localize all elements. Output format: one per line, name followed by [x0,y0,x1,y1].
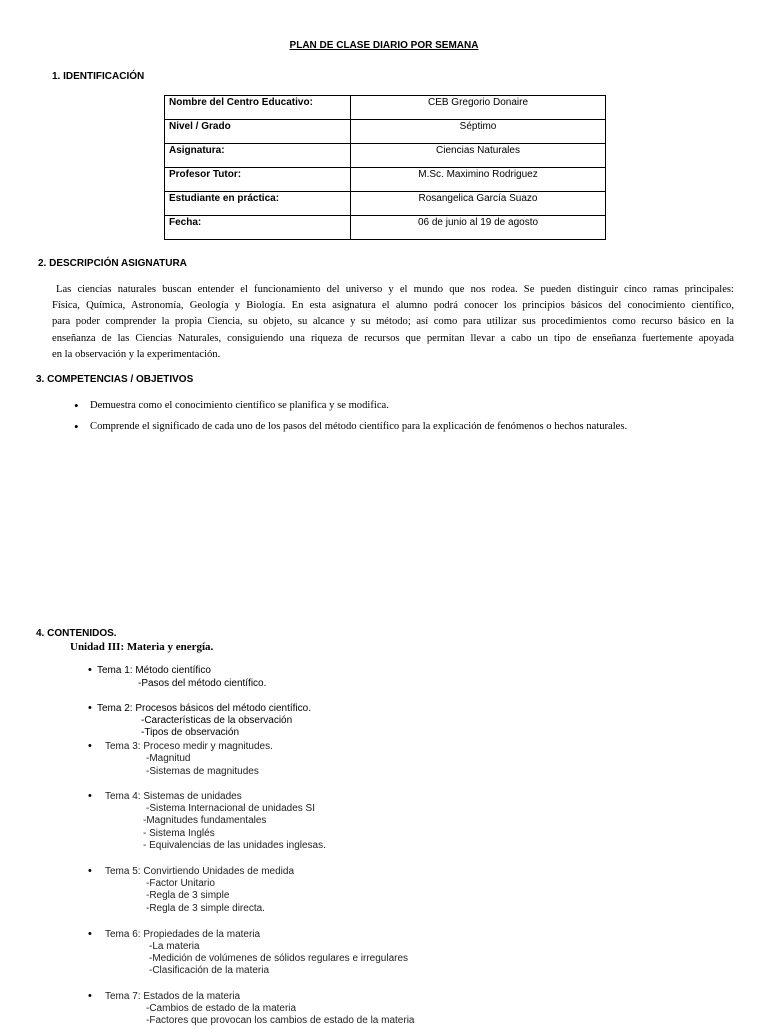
topic-title: Tema 4: Sistemas de unidades [105,791,242,802]
table-row [165,120,606,144]
table-value: M.Sc. Maximino Rodriguez [351,168,606,192]
topic-title: Tema 5: Convirtiendo Unidades de medida [105,866,294,877]
bullet-icon: • [88,865,92,877]
table-label: Estudiante en práctica: [165,192,351,216]
paragraph-line: para poder comprender la propia Ciencia, su objeto, su alcance y su método; así como para utilizar sus procedimientos como recurso básico en la [52,316,734,328]
table-label: Profesor Tutor: [165,168,351,192]
topic-subitem: -Factores que provocan los cambios de estado de la materia [146,1015,415,1026]
topic-subitem: -Regla de 3 simple directa. [146,903,265,914]
topic-subitem: -La materia [149,941,200,952]
topic-subitem: -Pasos del método científico. [138,678,267,689]
paragraph-line: enseñanza de las Ciencias Naturales, consiguiendo una riqueza de recursos que permitan llevar a cabo un tipo de enseñanza fuertemente apoyada [52,332,734,344]
table-value: CEB Gregorio Donaire [351,96,606,120]
topic-subitem: -Tipos de observación [141,727,240,738]
topic-subitem: -Magnitudes fundamentales [143,815,267,826]
unit-title: Unidad III: Materia y energía. [70,641,214,653]
table-value: Ciencias Naturales [351,144,606,168]
bullet-icon: • [88,740,92,752]
table-row [165,168,606,192]
topic-subitem: -Magnitud [146,753,191,764]
topic-subitem: -Factor Unitario [146,878,215,889]
table-label: Asignatura: [165,144,351,168]
objectives-list [74,398,627,440]
table-value: 06 de junio al 19 de agosto [351,216,606,240]
paragraph-line: Física, Química, Astronomía, Geología y Biología. En esta asignatura el alumno podrá conocer los principios básicos del conocimiento científico, [52,300,734,312]
topic-subitem: - Sistema Inglés [143,828,215,839]
topic-subitem: -Medición de volúmenes de sólidos regulares e irregulares [149,953,409,964]
section-heading-contenidos: 4. CONTENIDOS. [36,628,117,639]
table-row [165,216,606,240]
section-heading-competencias: 3. COMPETENCIAS / OBJETIVOS [36,374,194,385]
table-value: Rosangelica García Suazo [351,192,606,216]
table-label: Fecha: [165,216,351,240]
table-label: Nombre del Centro Educativo: [165,96,351,120]
topic-subitem: -Características de la observación [141,715,293,726]
table-label: Nivel / Grado [165,120,351,144]
section-heading-descripcion: 2. DESCRIPCIÓN ASIGNATURA [38,258,187,269]
table-row [165,144,606,168]
table-row [165,192,606,216]
topic-title: Tema 1: Método científico [97,665,211,676]
description-paragraph [52,282,734,363]
table-row [165,96,606,120]
topic-subitem: - Equivalencias de las unidades inglesas. [143,840,326,851]
bullet-icon: • [88,664,92,676]
topic-subitem: -Cambios de estado de la materia [146,1003,297,1014]
paragraph-line: Las ciencias naturales buscan entender el funcionamiento del universo y el mundo que nos rodea. Se pueden distinguir cinco ramas principales: [56,284,734,295]
bullet-icon: • [88,990,92,1002]
topic-title: Tema 2: Procesos básicos del método científico. [97,703,311,714]
bullet-icon: • [88,928,92,940]
list-item: • Comprende el significado de cada uno de los pasos del método científico para la explicación de fenómenos o hechos naturales. [74,419,627,440]
section-heading-identificacion: 1. IDENTIFICACIÓN [52,71,145,82]
paragraph-line: en la observación y la experimentación. [52,348,221,360]
identification-table [164,95,606,240]
document-title: PLAN DE CLASE DIARIO POR SEMANA [289,40,479,51]
topic-subitem: -Sistema Internacional de unidades SI [146,803,315,814]
topic-subitem: -Regla de 3 simple [146,890,230,901]
topic-title: Tema 3: Proceso medir y magnitudes. [105,741,273,752]
topic-subitem: -Clasificación de la materia [149,965,270,976]
topic-title: Tema 7: Estados de la materia [105,991,241,1002]
table-value: Séptimo [351,120,606,144]
bullet-icon: • [88,702,92,714]
topic-subitem: -Sistemas de magnitudes [146,766,259,777]
topic-title: Tema 6: Propiedades de la materia [105,929,261,940]
list-item: • Demuestra como el conocimiento científico se planifica y se modifica. [74,398,627,419]
bullet-icon: • [88,790,92,802]
